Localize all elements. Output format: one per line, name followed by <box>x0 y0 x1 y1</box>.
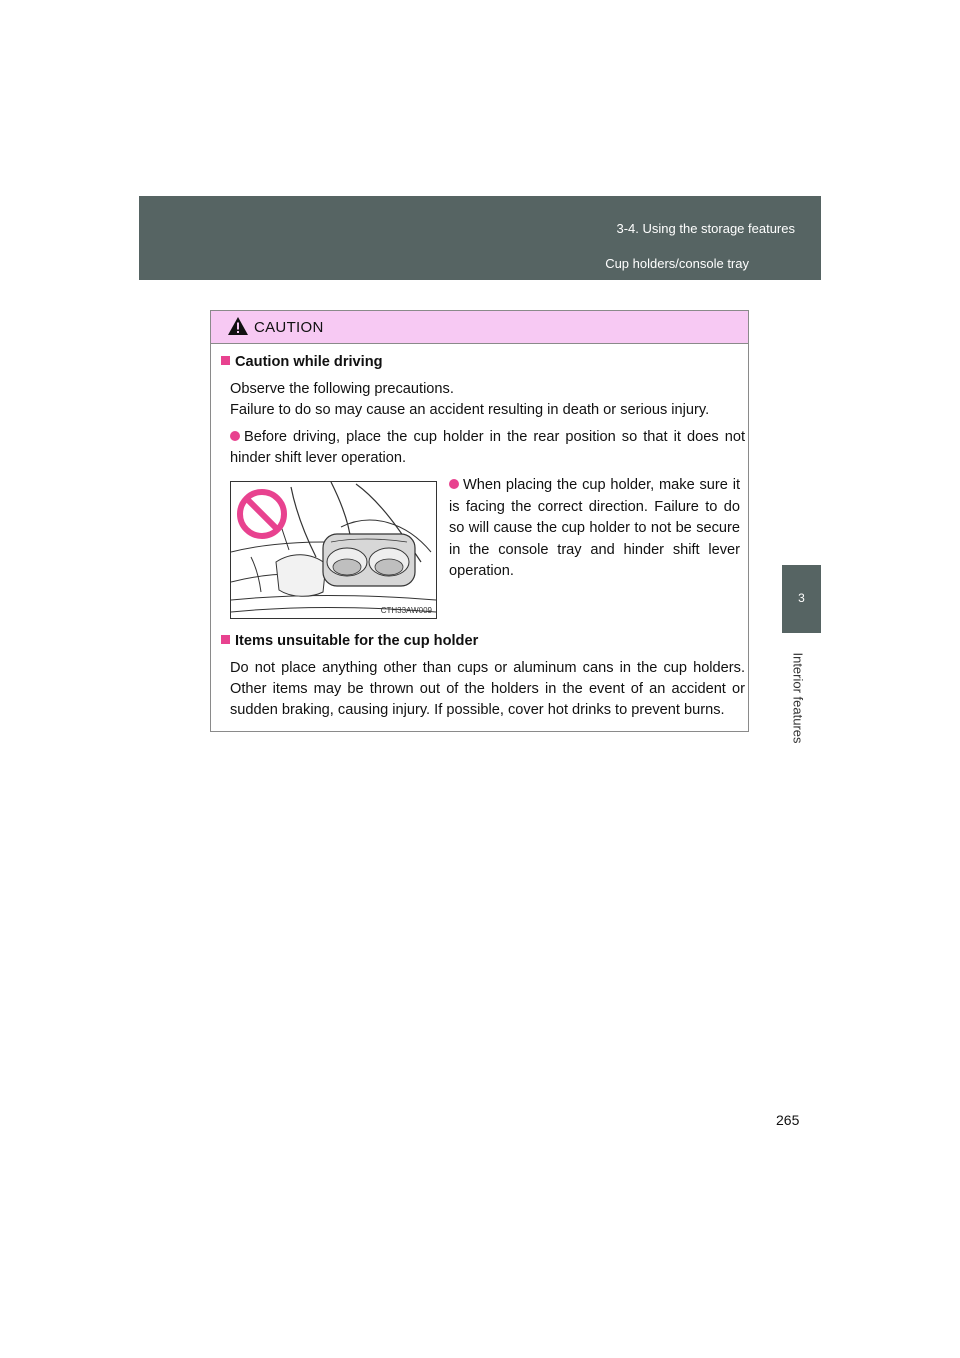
circle-bullet-icon <box>230 431 240 441</box>
page-number: 265 <box>776 1112 800 1128</box>
chapter-tab <box>782 565 821 633</box>
heading-text: Caution while driving <box>235 354 383 370</box>
bullet-rear-position <box>230 427 745 469</box>
square-bullet-icon <box>221 356 230 365</box>
square-bullet-icon <box>221 635 230 644</box>
paragraph-failure: Failure to do so may cause an accident resulting in death or serious injury. <box>230 402 710 418</box>
section-heading-unsuitable <box>221 631 478 652</box>
section-title: 3-4. Using the storage features <box>616 221 795 236</box>
bullet-correct-direction <box>449 475 740 583</box>
paragraph-unsuitable: Do not place anything other than cups or aluminum cans in the cup holders. Other items may be thrown out of the holders in the event of an accident or sudden braking, causing injury. If possible, cover hot drinks to prevent burns. <box>230 660 745 718</box>
circle-bullet-icon <box>449 479 459 489</box>
caution-title: CAUTION <box>254 319 324 336</box>
warning-icon <box>227 316 249 336</box>
caution-box <box>210 310 749 732</box>
chapter-number: 3 <box>798 591 805 605</box>
caution-header <box>211 311 748 344</box>
bullet-text: When placing the cup holder, make sure it is facing the correct direction. Failure to do so will cause the cup holder to not be secure in the console tray and hinder shift lever operation. <box>449 477 740 579</box>
bullet-text: Before driving, place the cup holder in the rear position so that it does not hinder shift lever operation. <box>230 429 745 466</box>
chapter-label <box>784 642 812 754</box>
topic-title: Cup holders/console tray <box>605 256 749 271</box>
cup-holder-drawing <box>231 482 436 618</box>
cup-holder-illustration <box>230 481 437 619</box>
chapter-label-text: Interior features <box>790 652 806 744</box>
page-header <box>139 196 821 280</box>
figure-code: CTH33AW009 <box>380 606 432 615</box>
section-heading-driving <box>221 352 383 373</box>
heading-text: Items unsuitable for the cup holder <box>235 633 479 649</box>
paragraph-precautions: Observe the following precautions. <box>230 381 454 397</box>
